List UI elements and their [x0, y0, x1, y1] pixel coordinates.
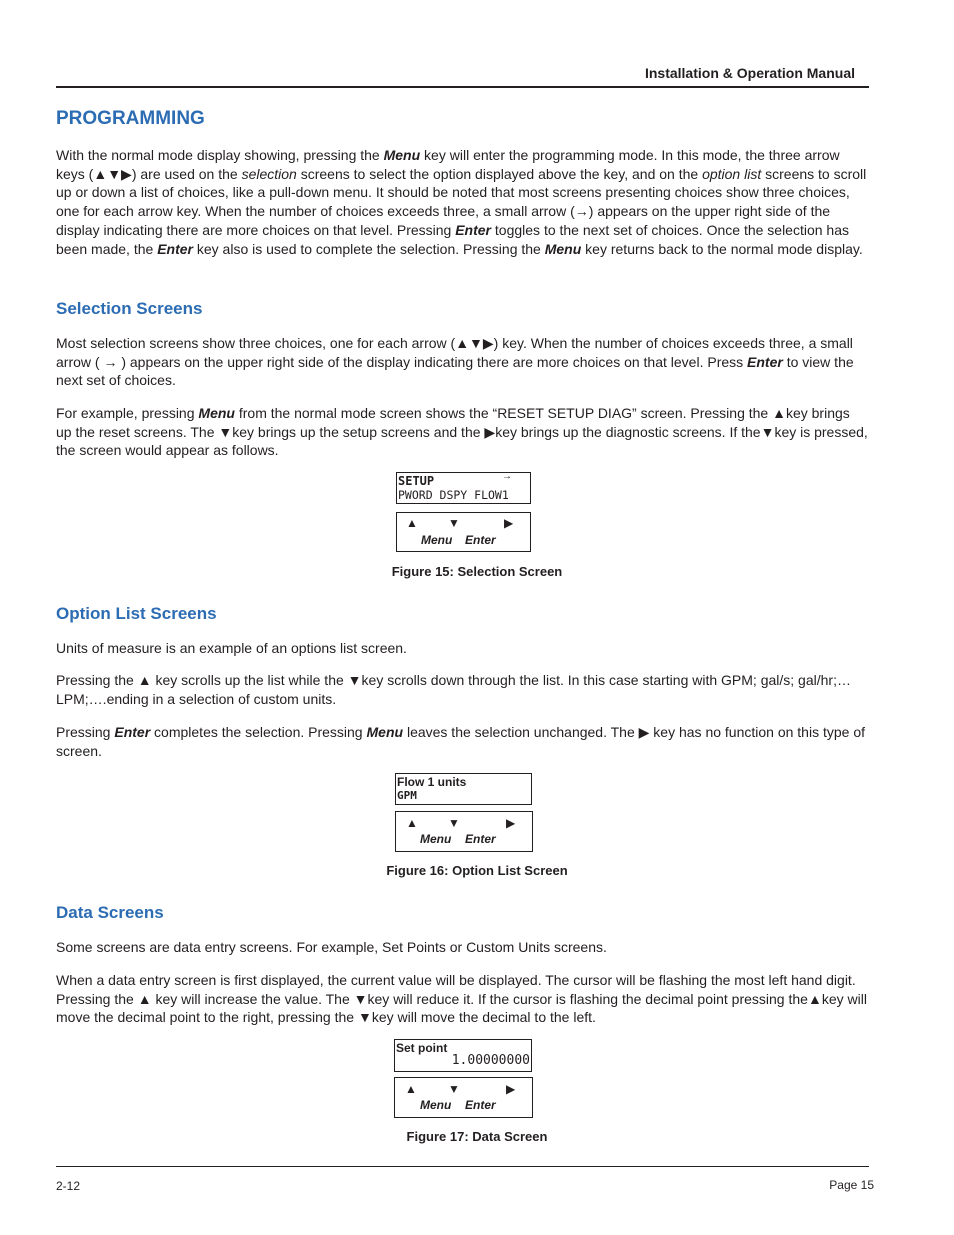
- option-paragraph-2: Pressing the ▲ key scrolls up the list while the ▼key scrolls down through the list. In this case starting with GPM; gal/s; gal/hr;…LPM;….ending in a selection of custom units.: [56, 672, 851, 707]
- down-arrow-key-icon[interactable]: ▼: [448, 516, 460, 530]
- lcd-line-1: Set point: [396, 1041, 448, 1055]
- footer-rule: [56, 1166, 869, 1167]
- down-arrow-key-icon[interactable]: ▼: [448, 816, 460, 830]
- heading-programming: PROGRAMMING: [56, 108, 205, 129]
- enter-key[interactable]: Enter: [465, 533, 496, 547]
- footer-section-number: 2-12: [56, 1179, 81, 1193]
- figure-17-caption: Figure 17: Data Screen: [406, 1129, 548, 1144]
- lcd-line-2: GPM: [397, 789, 417, 802]
- right-arrow-key-icon[interactable]: ▶: [506, 816, 516, 830]
- up-arrow-key-icon[interactable]: ▲: [406, 816, 418, 830]
- keypad-selection: [396, 512, 531, 552]
- keypad-data: [394, 1077, 533, 1118]
- heading-selection-screens: Selection Screens: [56, 299, 203, 318]
- lcd-line-1: Flow 1 units: [397, 775, 467, 789]
- lcd-line-2: PWORD DSPY FLOW1: [398, 488, 509, 502]
- keypad-option-list: [395, 811, 533, 852]
- programming-paragraph: With the normal mode display showing, pressing the Menu key will enter the programming mode. In this mode, the three arrow keys (▲▼▶) are used on the selection screens to select the option displayed above the key, and on the option list screens to scroll up or down a list of choices, like a pull-down menu. It should be noted that most screens presenting choices show three choices, one for each arrow key. When the number of choices exceeds three, a small arrow (→) appears on the upper right side of the display indicating there are more choices on that level. Pressing Enter toggles to the next set of choices. Once the selection has been made, the Enter key also is used to complete the selection. Pressing the Menu key returns back to the normal mode display.: [56, 147, 867, 257]
- enter-key[interactable]: Enter: [465, 1098, 496, 1112]
- heading-data-screens: Data Screens: [56, 903, 164, 922]
- menu-key[interactable]: Menu: [420, 832, 452, 846]
- right-arrow-key-icon[interactable]: ▶: [506, 1082, 516, 1096]
- heading-option-list-screens: Option List Screens: [56, 604, 217, 623]
- option-paragraph-1: Units of measure is an example of an options list screen.: [56, 640, 407, 656]
- lcd-display-option-list: [395, 773, 532, 805]
- header-title: Installation & Operation Manual: [644, 65, 855, 81]
- lcd-display-selection: [396, 472, 531, 504]
- menu-key[interactable]: Menu: [420, 1098, 452, 1112]
- figure-16-caption: Figure 16: Option List Screen: [386, 863, 568, 878]
- lcd-value: 1.00000000: [451, 1053, 530, 1068]
- lcd-display-data: [394, 1039, 532, 1072]
- menu-key[interactable]: Menu: [421, 533, 453, 547]
- selection-paragraph-1: Most selection screens show three choices, one for each arrow (▲▼▶) key. When the number of choices exceeds three, a small arrow ( → ) appears on the upper right side of the display indicating there are more choices on that level. Press Enter to view the next set of choices.: [56, 335, 854, 389]
- lcd-line-1: SETUP: [398, 474, 435, 488]
- option-paragraph-3: Pressing Enter completes the selection. Pressing Menu leaves the selection unchanged. The ▶ key has no function on this type of screen.: [56, 724, 865, 759]
- down-arrow-key-icon[interactable]: ▼: [448, 1082, 460, 1096]
- up-arrow-key-icon[interactable]: ▲: [405, 1082, 417, 1096]
- data-paragraph-1: Some screens are data entry screens. For example, Set Points or Custom Units screens.: [56, 939, 607, 955]
- more-choices-arrow-icon: →: [502, 471, 512, 482]
- right-arrow-key-icon[interactable]: ▶: [504, 516, 514, 530]
- page-header: [56, 64, 869, 88]
- up-arrow-key-icon[interactable]: ▲: [406, 516, 418, 530]
- selection-paragraph-2: For example, pressing Menu from the normal mode screen shows the “RESET SETUP DIAG” screen. Pressing the ▲key brings up the reset screens. The ▼key brings up the setup screens and the ▶key brings up the diagnostic screens. If the▼key is pressed, the screen would appear as follows.: [56, 405, 868, 459]
- enter-key[interactable]: Enter: [465, 832, 496, 846]
- data-paragraph-2: When a data entry screen is first displayed, the current value will be displayed. The cursor will be flashing the most left hand digit. Pressing the ▲ key will increase the value. The ▼key will reduce it. If the cursor is flashing the decimal point pressing the▲key will move the decimal point to the right, pressing the ▼key will move the decimal to the left.: [56, 972, 867, 1026]
- footer-page-number: Page 15: [829, 1178, 874, 1192]
- figure-15-caption: Figure 15: Selection Screen: [391, 564, 563, 579]
